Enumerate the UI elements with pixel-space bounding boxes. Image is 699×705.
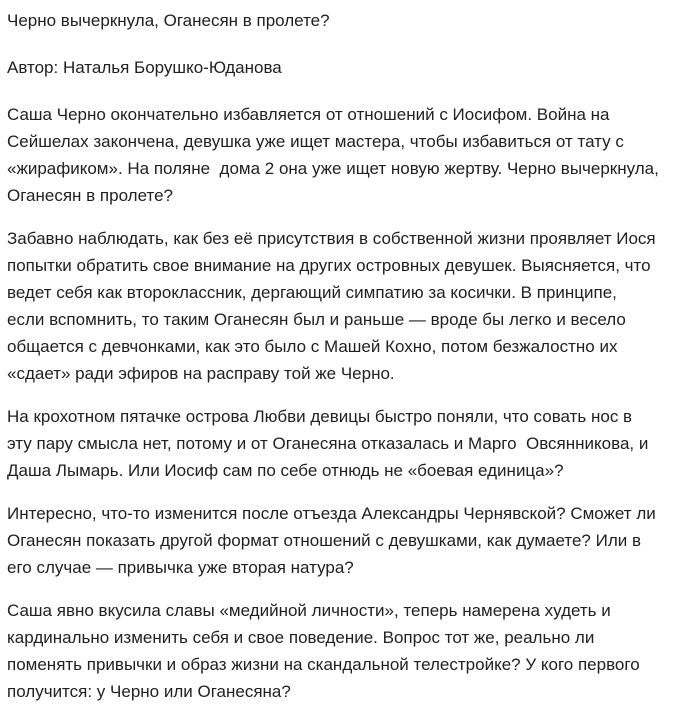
paragraph [7, 500, 699, 581]
text-line: его случае — привычка уже вторая натура? [7, 558, 354, 577]
paragraph [7, 225, 699, 387]
text-line: ведет себя как второклассник, дергающий симпатию за косички. В принципе, [7, 283, 617, 302]
text-line: Сейшелах закончена, девушка уже ищет мастера, чтобы избавиться от тату с [7, 132, 624, 151]
text-line: Забавно наблюдать, как без её присутствия в собственной жизни проявляет Иося [7, 229, 656, 248]
text-line: если вспомнить, то таким Оганесян был и раньше — вроде бы легко и весело [7, 310, 626, 329]
text-line: Интересно, что-то изменится после отъезда Александры Чернявской? Сможет ли [7, 504, 656, 523]
text-line: «сдает» ради эфиров на расправу той же Черно. [7, 364, 395, 383]
paragraph [7, 101, 699, 209]
text-line: общается с девчонками, как это было с Машей Кохно, потом безжалостно их [7, 337, 618, 356]
article-body [7, 101, 699, 705]
text-line: попытки обратить свое внимание на других островных девушек. Выясняется, что [7, 256, 651, 275]
text-line: получится: у Черно или Оганесяна? [7, 682, 291, 701]
text-line: Саша Черно окончательно избавляется от отношений с Иосифом. Война на [7, 105, 610, 124]
text-line: «жирафиком». На поляне дома 2 она уже ищет новую жертву. Черно вычеркнула, [7, 159, 659, 178]
text-line: Даша Лымарь. Или Иосиф сам по себе отнюдь не «боевая единица»? [7, 461, 564, 480]
text-line: На крохотном пятачке острова Любви девицы быстро поняли, что совать нос в [7, 407, 633, 426]
article-title: Черно вычеркнула, Оганесян в пролете? [7, 11, 330, 30]
text-line: Оганесян в пролете? [7, 186, 173, 205]
text-line: кардинально изменить себя и свое поведение. Вопрос тот же, реально ли [7, 628, 595, 647]
text-line: эту пару смысла нет, потому и от Оганесяна отказалась и Марго Овсянникова, и [7, 434, 649, 453]
article-byline: Автор: Наталья Борушко-Юданова [7, 58, 282, 77]
paragraph [7, 597, 699, 705]
paragraph [7, 403, 699, 484]
text-line: поменять привычки и образ жизни на скандальной телестройке? У кого первого [7, 655, 640, 674]
text-line: Оганесян показать другой формат отношений с девушками, как думаете? Или в [7, 531, 641, 550]
text-line: Саша явно вкусила славы «медийной личности», теперь намерена худеть и [7, 601, 611, 620]
